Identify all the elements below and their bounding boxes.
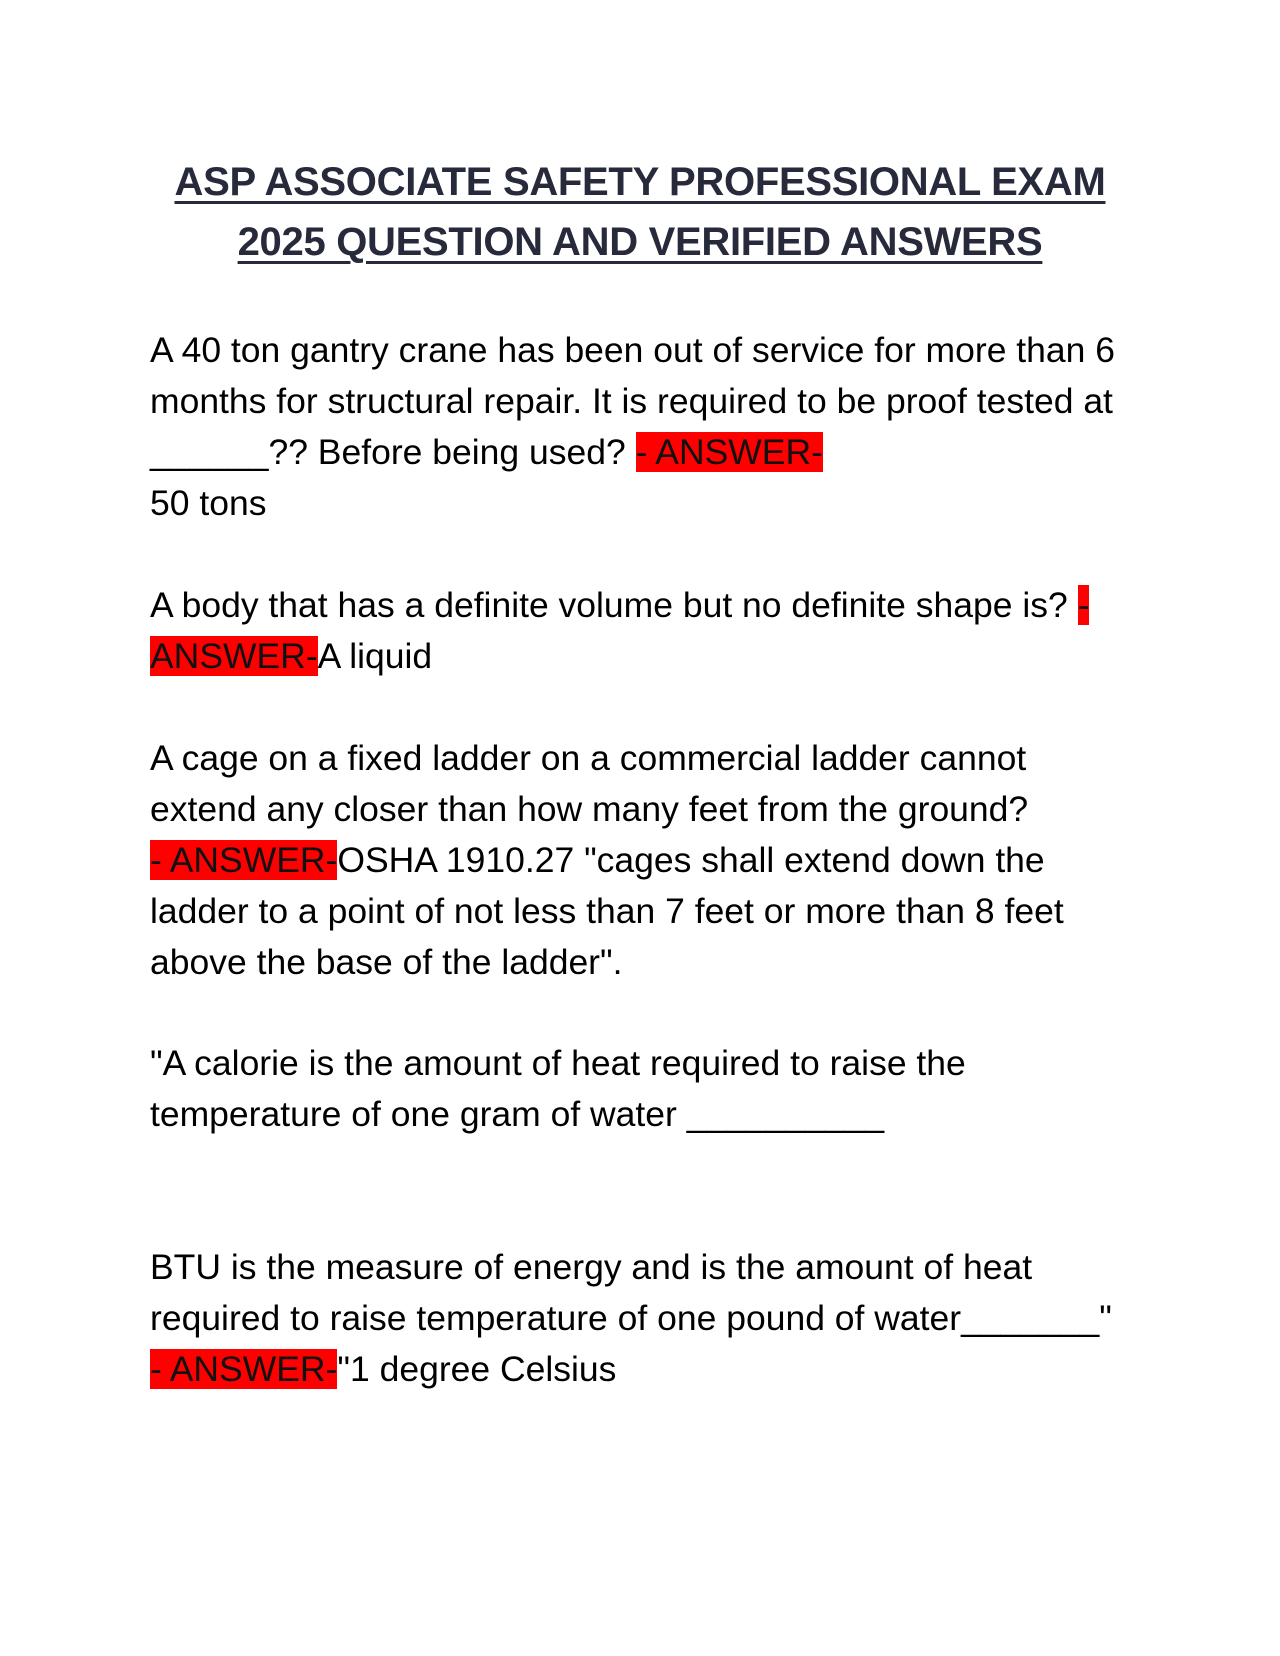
answer-marker: - ANSWER- [150, 585, 1090, 676]
question-text: "A calorie is the amount of heat required to raise the temperature of one gram of water __________ [150, 1043, 966, 1134]
answer-text: A liquid [317, 636, 433, 676]
question-text: A 40 ton gantry crane has been out of service for more than 6 months for structural repair. It is required to be proof tested at ______?? Before being used? [150, 330, 1116, 472]
title-line-1: ASP ASSOCIATE SAFETY PROFESSIONAL EXAM [174, 160, 1106, 204]
qa-item-3 [150, 733, 1130, 988]
qa-item-5 [150, 1242, 1130, 1395]
document-title [150, 152, 1130, 272]
question-text: A body that has a definite volume but no definite shape is? [150, 585, 1078, 625]
answer-marker: - ANSWER- [635, 432, 823, 472]
qa-item-2 [150, 580, 1130, 682]
answer-text: 50 tons [150, 483, 267, 523]
answer-text: "1 degree Celsius [337, 1349, 617, 1389]
qa-item-1 [150, 325, 1130, 529]
qa-item-4 [150, 1038, 1130, 1140]
answer-text: OSHA 1910.27 "cages shall extend down the ladder to a point of not less than 7 feet or more than 8 feet above the base of the ladder". [150, 840, 1064, 982]
title-line-2: 2025 QUESTION AND VERIFIED ANSWERS [237, 220, 1043, 264]
question-text: BTU is the measure of energy and is the amount of heat required to raise temperature of one pound of water_______" [150, 1247, 1112, 1338]
answer-marker: - ANSWER- [150, 1349, 338, 1389]
question-text: A cage on a fixed ladder on a commercial ladder cannot extend any closer than how many feet from the ground? [150, 738, 1029, 829]
answer-marker: - ANSWER- [150, 840, 338, 880]
